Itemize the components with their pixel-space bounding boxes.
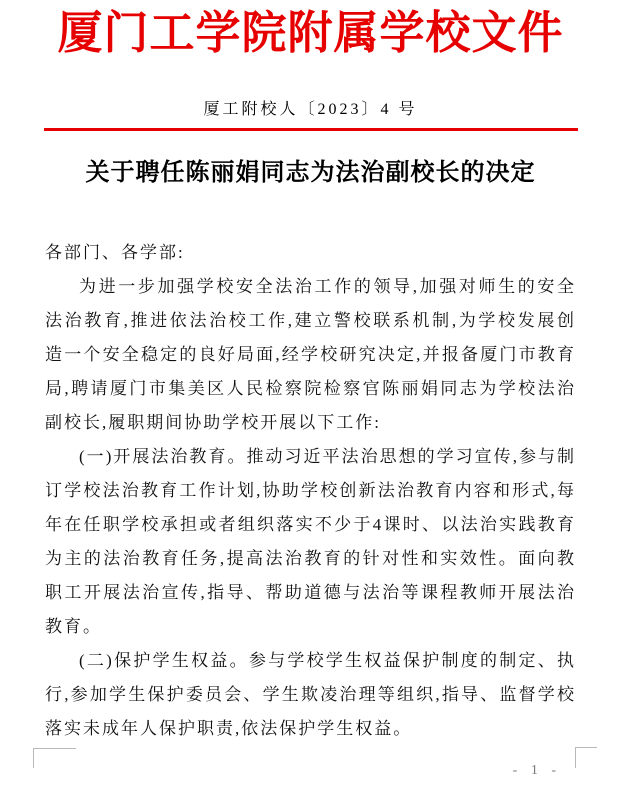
paragraph-duty-1: (一)开展法治教育。推动习近平法治思想的学习宣传,参与制订学校法治教育工作计划,协助学校创新法治教育内容和形式,每年在任职学校承担或者组织落实不少于4课时、以法治实践教育为主的法治教育任务,提高法治教育的针对性和实效性。面向教职工开展法治宣传,指导、帮助道德与法治等课程教师开展法治教育。 (45, 447, 576, 636)
text-boundary-corner-mark-left (33, 748, 76, 768)
salutation: 各部门、各学部: (45, 243, 185, 262)
document-header-title: 厦门工学院附属学校文件 (57, 8, 564, 58)
text-boundary-corner-mark-right (575, 747, 597, 768)
paragraph-intro: 为进一步加强学校安全法治工作的领导,加强对师生的安全法治教育,推进依法治校工作,建立警校联系机制,为学校发展创造一个安全稳定的良好局面,经学校研究决定,并报备厦门市教育局,聘请厦门市集美区人民检察院检察官陈丽娟同志为学校法治副校长,履职期间协助学校开展以下工作: (45, 277, 576, 432)
document-number: 厦工附校人〔2023〕4 号 (203, 101, 418, 118)
paragraph-duty-2: (二)保护学生权益。参与学校学生权益保护制度的制定、执行,参加学生保护委员会、学生欺凌治理等组织,指导、监督学校落实未成年人保护职责,依法保护学生权益。 (45, 651, 576, 738)
document-title: 关于聘任陈丽娟同志为法治副校长的决定 (85, 159, 536, 186)
page-number: - 1 - (512, 763, 561, 778)
red-divider-line (44, 128, 578, 131)
document-body (45, 236, 576, 746)
